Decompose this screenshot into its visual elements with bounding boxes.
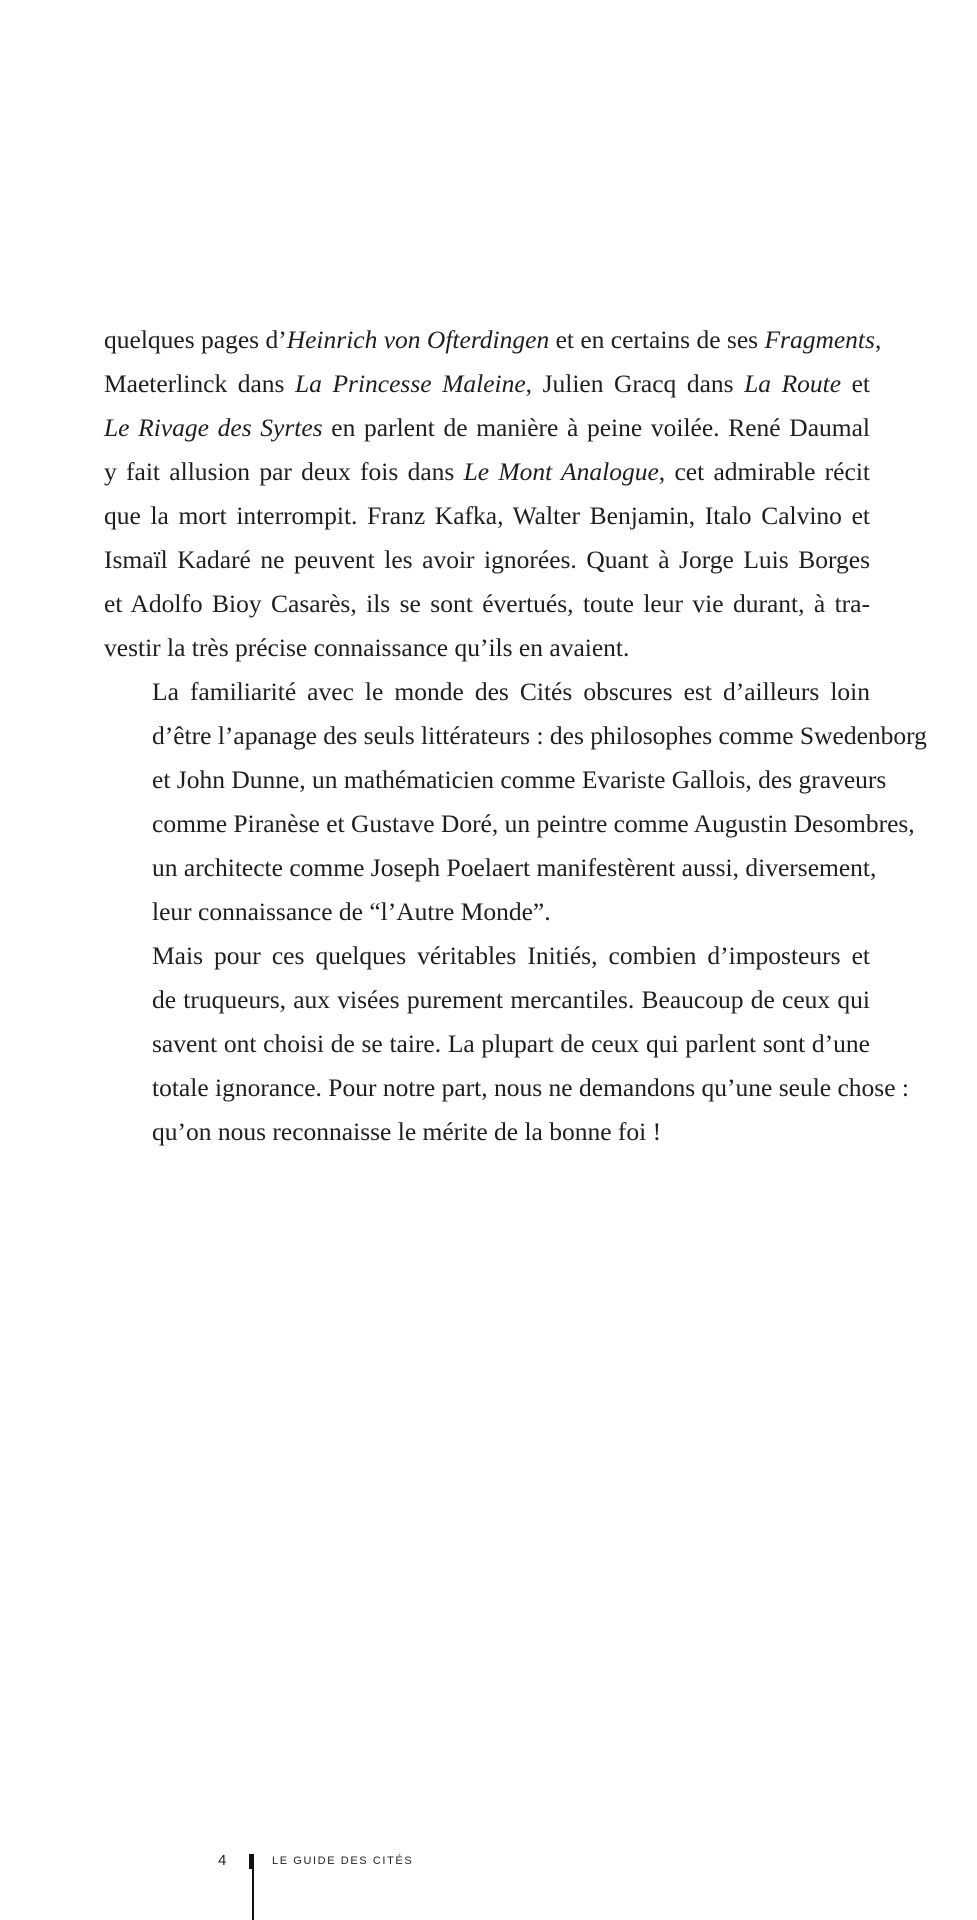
text-line [104,362,870,406]
text-line [104,934,870,978]
text-segment: La familiarité avec le monde des Cités obscures est d’ailleurs loin [152,677,870,706]
text-line [104,450,870,494]
text-segment: leur connaissance de “l’Autre Monde”. [152,897,551,926]
text-line [104,846,877,890]
italic-title: Le Mont Analogue [463,457,659,486]
text-segment: savent ont choisi de se taire. La plupart de ceux qui parlent sont d’une [152,1029,870,1058]
text-segment: qu’on nous reconnaisse le mérite de la bonne foi ! [152,1117,662,1146]
text-segment: , cet admirable récit [658,457,870,486]
text-segment: , [874,325,882,354]
text-segment: et en certains de ses [549,325,765,354]
italic-title: La Route [744,369,842,398]
text-line [104,670,870,714]
footer-marker [249,1854,254,1869]
text-line [104,978,870,1022]
text-segment: vestir la très précise connaissance qu’ils en avaient. [104,633,630,662]
text-segment: d’être l’apanage des seuls littérateurs : des philosophes comme Swedenborg [152,721,927,750]
italic-title: La Princesse Maleine [295,369,526,398]
text-line [104,802,915,846]
text-segment: un architecte comme Joseph Poelaert manifestèrent aussi, diversement, [152,853,877,882]
text-segment: totale ignorance. Pour notre part, nous ne demandons qu’une seule chose : [152,1073,909,1102]
text-line [104,626,870,670]
text-segment: et [841,369,870,398]
text-segment: en parlent de manière à peine voilée. René Daumal [322,413,870,442]
text-segment: de truqueurs, aux visées purement mercantiles. Beaucoup de ceux qui [152,985,870,1014]
page-number: 4 [218,1852,227,1869]
text-segment: que la mort interrompit. Franz Kafka, Walter Benjamin, Italo Calvino et [104,501,870,530]
italic-title: Heinrich von Ofterdingen [286,325,550,354]
text-segment: Maeterlinck dans [104,369,295,398]
text-line [104,406,870,450]
running-head: LE GUIDE DES CITÉS [272,1855,414,1867]
text-segment: y fait allusion par deux fois dans [104,457,464,486]
paragraph [104,318,882,670]
text-line [104,582,870,626]
italic-title: Le Rivage des Syrtes [104,413,323,442]
text-segment: quelques pages d’ [104,325,287,354]
body-text [104,318,927,1154]
text-line [104,714,927,758]
text-line [104,1022,870,1066]
paragraph [104,934,909,1154]
text-segment: Ismaïl Kadaré ne peuvent les avoir ignorées. Quant à Jorge Luis Borges [104,545,870,574]
text-segment: et Adolfo Bioy Casarès, ils se sont évertués, toute leur vie durant, à tra- [104,589,870,618]
footer-rule [252,1854,254,1920]
paragraph [104,670,927,934]
text-line [104,758,887,802]
text-line [104,890,870,934]
text-segment: et John Dunne, un mathématicien comme Evariste Gallois, des graveurs [152,765,887,794]
text-line [104,494,870,538]
italic-title: Fragments [764,325,875,354]
text-line [104,318,882,362]
text-segment: Mais pour ces quelques véritables Initiés, combien d’imposteurs et [152,941,870,970]
text-line [104,1066,909,1110]
text-segment: , Julien Gracq dans [525,369,745,398]
text-segment: comme Piranèse et Gustave Doré, un peintre comme Augustin Desombres, [152,809,915,838]
text-line [104,538,870,582]
text-line [104,1110,870,1154]
